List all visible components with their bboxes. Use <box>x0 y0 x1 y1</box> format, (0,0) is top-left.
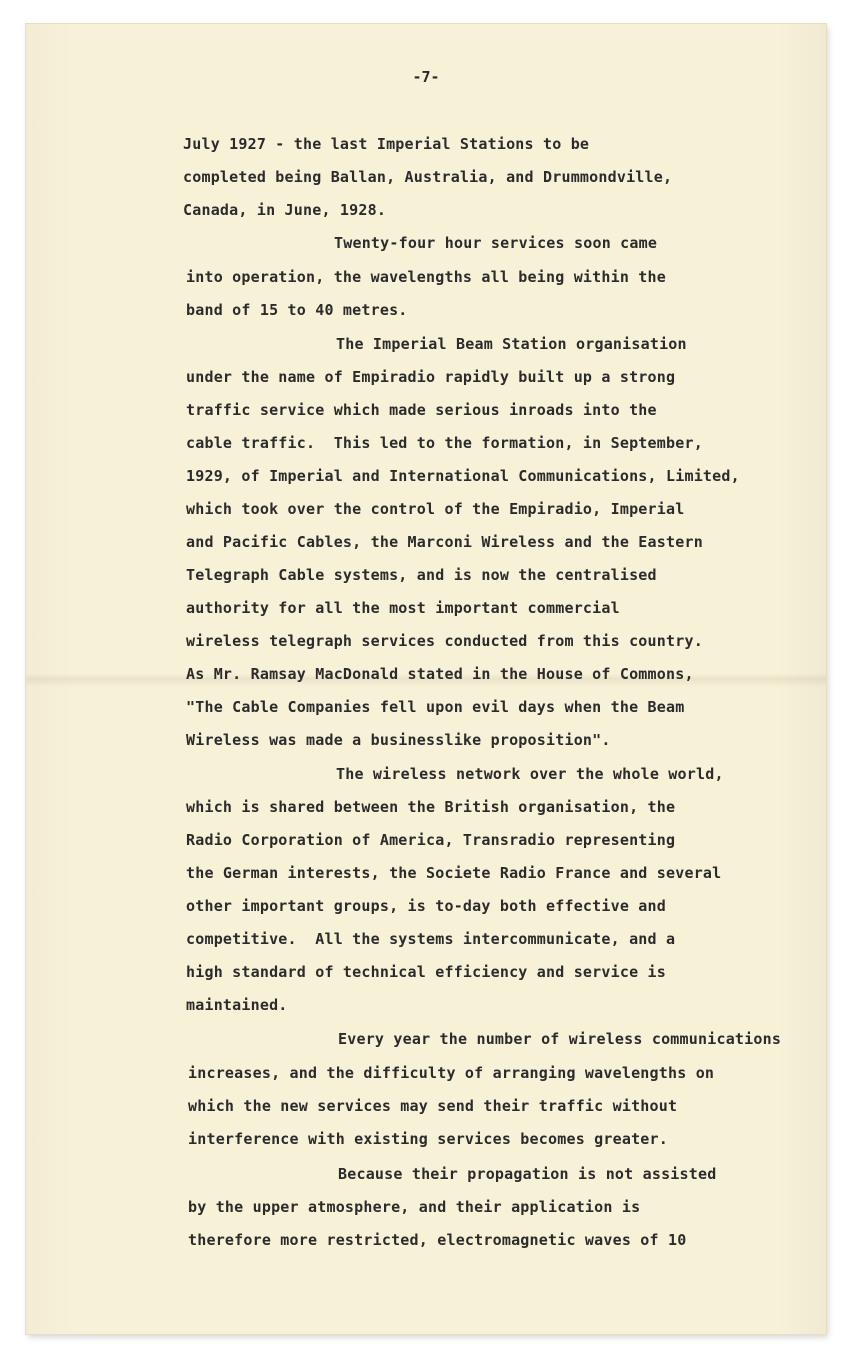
text-line: Telegraph Cable systems, and is now the centralised <box>186 566 657 584</box>
text-line: which the new services may send their traffic without <box>188 1097 678 1115</box>
text-line: into operation, the wavelengths all being within the <box>186 268 666 286</box>
text-line: other important groups, is to-day both effective and <box>186 897 666 915</box>
text-line: As Mr. Ramsay MacDonald stated in the House of Commons, <box>186 665 694 683</box>
text-line: and Pacific Cables, the Marconi Wireless and the Eastern <box>186 533 703 551</box>
text-line: traffic service which made serious inroads into the <box>186 401 657 419</box>
text-line: increases, and the difficulty of arranging wavelengths on <box>188 1064 715 1082</box>
text-line: interference with existing services becomes greater. <box>188 1130 668 1148</box>
text-line: by the upper atmosphere, and their application is <box>188 1198 641 1216</box>
text-line: the German interests, the Societe Radio France and several <box>186 864 722 882</box>
text-line: Because their propagation is not assisted <box>338 1165 717 1183</box>
text-line: competitive. All the systems intercommunicate, and a <box>186 930 676 948</box>
text-line: wireless telegraph services conducted from this country. <box>186 632 703 650</box>
text-line: cable traffic. This led to the formation, in September, <box>186 434 703 452</box>
text-line: band of 15 to 40 metres. <box>186 301 408 319</box>
text-line: "The Cable Companies fell upon evil days when the Beam <box>186 698 685 716</box>
text-line: which took over the control of the Empiradio, Imperial <box>186 500 685 518</box>
text-line: 1929, of Imperial and International Communications, Limited, <box>186 467 740 485</box>
text-line: which is shared between the British organisation, the <box>186 798 676 816</box>
text-line: therefore more restricted, electromagnetic waves of 10 <box>188 1231 687 1249</box>
page-number: -7- <box>412 68 440 86</box>
text-line: high standard of technical efficiency and service is <box>186 963 666 981</box>
document-page <box>26 24 826 1334</box>
text-line: July 1927 - the last Imperial Stations to be <box>183 135 590 153</box>
text-line: maintained. <box>186 996 288 1014</box>
text-line: Twenty-four hour services soon came <box>334 234 658 252</box>
text-line: Wireless was made a businesslike proposition". <box>186 731 611 749</box>
text-line: Radio Corporation of America, Transradio representing <box>186 831 676 849</box>
text-line: Every year the number of wireless communications <box>338 1030 782 1048</box>
text-line: completed being Ballan, Australia, and Drummondville, <box>183 168 673 186</box>
text-line: The wireless network over the whole world, <box>336 765 724 783</box>
text-line: under the name of Empiradio rapidly built up a strong <box>186 368 676 386</box>
text-line: The Imperial Beam Station organisation <box>336 335 687 353</box>
text-line: authority for all the most important commercial <box>186 599 620 617</box>
text-line: Canada, in June, 1928. <box>183 201 387 219</box>
